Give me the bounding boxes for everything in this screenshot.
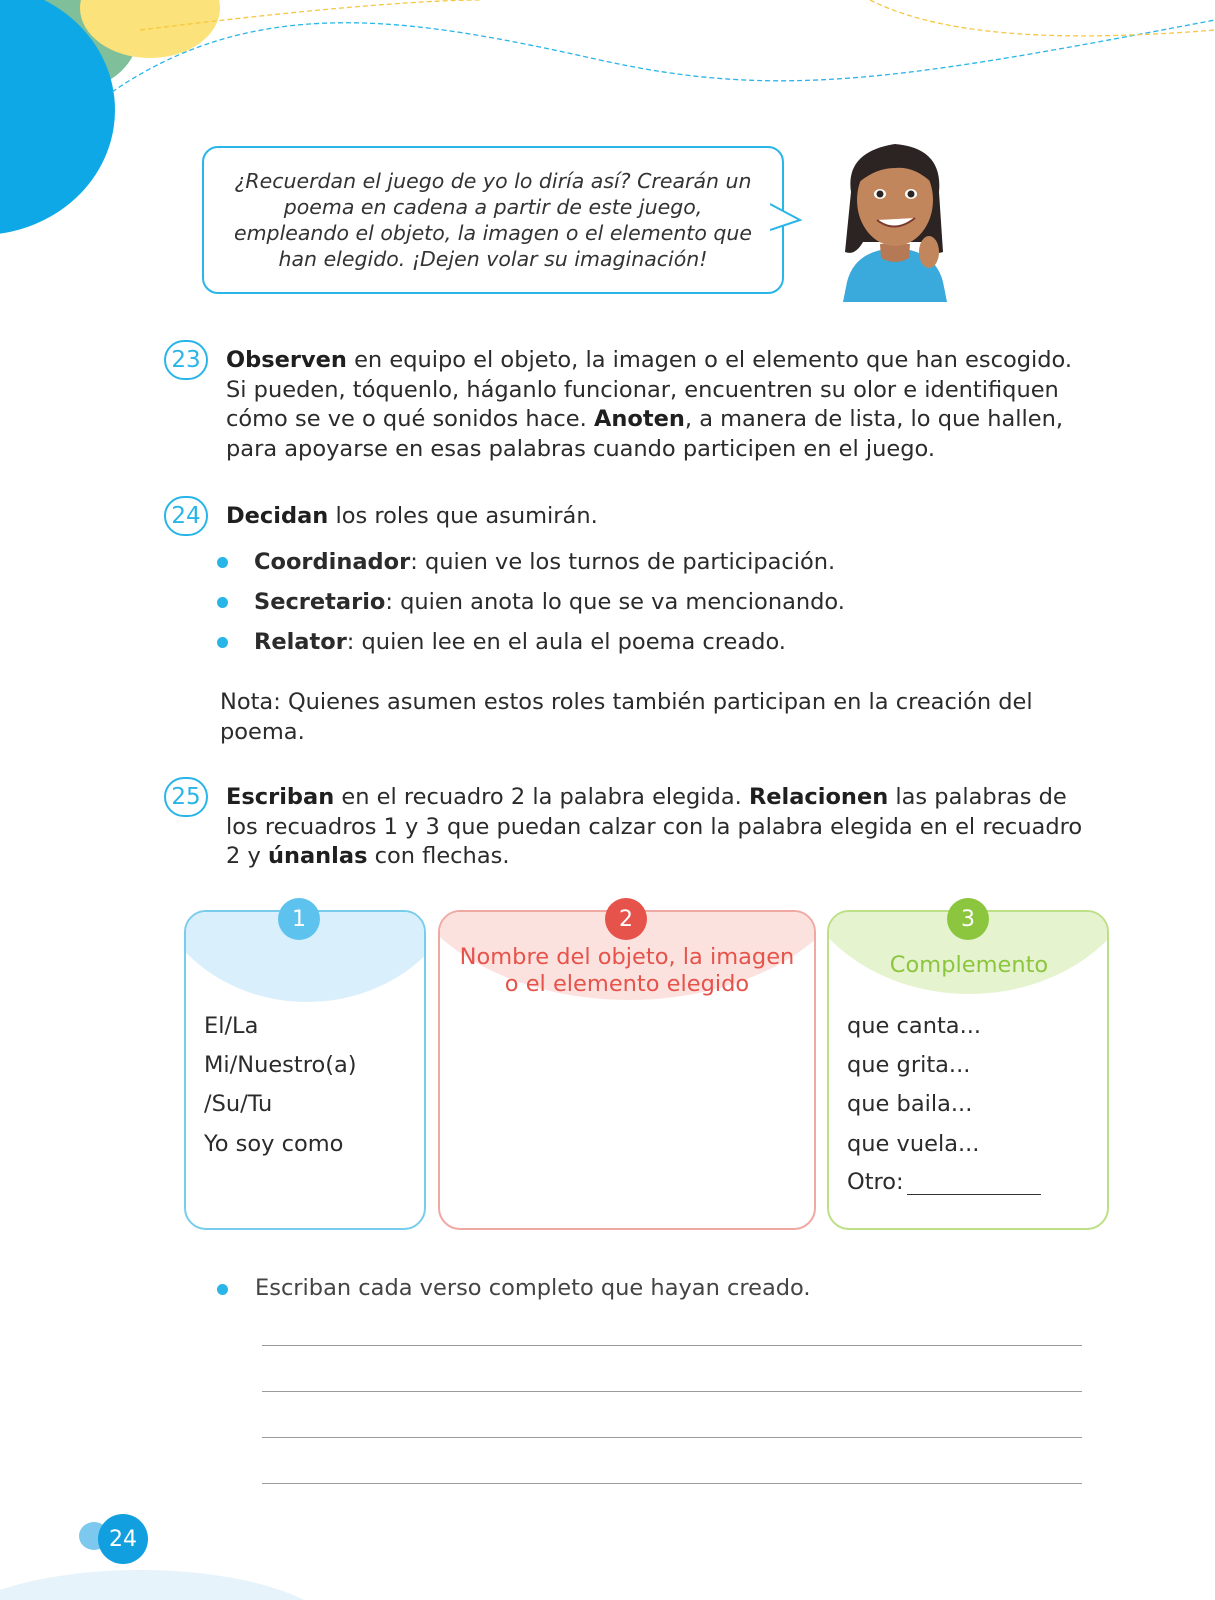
activity-25-text-part1: en el recuadro 2 la palabra elegida.	[334, 784, 749, 810]
box-1-item: Mi/Nuestro(a)	[204, 1052, 357, 1078]
activity-23-text-part2: , a manera de lista, lo que hallen, para apoyarse en esas palabras cuando participen en el juego.	[226, 406, 1064, 462]
activity-25-text	[226, 783, 1096, 872]
activity-number-23	[164, 340, 208, 380]
box-3-number: 3	[947, 898, 989, 940]
role-name: Relator	[254, 629, 347, 655]
speech-bubble	[202, 146, 784, 294]
box-2-title: Nombre del objeto, la imagen o el elemento elegido	[459, 944, 795, 997]
roles-note: Nota: Quienes asumen estos roles también participan en la creación del poema.	[220, 689, 1033, 745]
box-3-title: Complemento	[889, 952, 1049, 978]
box-1-item: /Su/Tu	[204, 1091, 273, 1117]
box-2-writing-area[interactable]	[452, 1010, 802, 1218]
activity-25-text-part3: con flechas.	[367, 843, 510, 869]
box-1-articles	[184, 910, 426, 1230]
role-name: Coordinador	[254, 549, 411, 575]
role-coordinador	[254, 548, 835, 577]
role-name: Secretario	[254, 589, 386, 615]
box-3-complement	[827, 910, 1109, 1230]
activity-number-25	[164, 777, 208, 817]
keyword-escriban: Escriban	[226, 784, 335, 810]
activity-25-text-part2: las palabras de los recuadros 1 y 3 que puedan calzar con la palabra elegida en el recuadro 2 y	[226, 784, 1083, 869]
otro-blank-line[interactable]	[907, 1194, 1041, 1195]
activity-number-text: 25	[171, 784, 201, 810]
bullet-dot	[217, 597, 228, 608]
box-2-number: 2	[605, 898, 647, 940]
box-1-item: El/La	[204, 1013, 259, 1039]
box-3-item: que vuela...	[847, 1131, 980, 1157]
activity-23-text	[226, 346, 1096, 464]
answer-line-2[interactable]	[262, 1391, 1082, 1392]
speech-bubble-tail	[770, 196, 818, 236]
role-desc: : quien lee en el aula el poema creado.	[346, 629, 786, 655]
box-3-item: que grita...	[847, 1052, 971, 1078]
girl-illustration	[825, 132, 965, 302]
activity-23-text-part1: en equipo el objeto, la imagen o el elemento que han escogido. Si pueden, tóquenlo, háganlo funcionar, encuentren su olor e identifiquen cómo se ve o qué sonidos hace.	[226, 347, 1073, 432]
box-1-number: 1	[278, 898, 320, 940]
answer-line-4[interactable]	[262, 1483, 1082, 1484]
page-number: 24	[98, 1514, 148, 1564]
box-3-item: que canta...	[847, 1013, 982, 1039]
bullet-dot	[217, 637, 228, 648]
activity-24-text	[226, 502, 1086, 532]
role-relator	[254, 628, 786, 657]
final-instruction: Escriban cada verso completo que hayan creado.	[255, 1275, 811, 1301]
box-3-item: que baila...	[847, 1091, 973, 1117]
answer-line-3[interactable]	[262, 1437, 1082, 1438]
activity-number-text: 23	[171, 347, 201, 373]
activity-24-text-part: los roles que asumirán.	[328, 503, 598, 529]
role-secretario	[254, 588, 845, 617]
role-desc: : quien anota lo que se va mencionando.	[385, 589, 845, 615]
keyword-observen: Observen	[226, 347, 347, 373]
bullet-dot	[217, 557, 228, 568]
activity-number-24	[164, 496, 208, 536]
keyword-relacionen: Relacionen	[748, 784, 889, 810]
bullet-dot	[217, 1284, 228, 1295]
role-desc: : quien ve los turnos de participación.	[410, 549, 836, 575]
keyword-anoten: Anoten	[593, 406, 685, 432]
box-2-chosen-word	[438, 910, 816, 1230]
box-3-item-otro: Otro:	[847, 1169, 904, 1195]
keyword-unanlas: únanlas	[267, 843, 368, 869]
speech-bubble-text: ¿Recuerdan el juego de yo lo diría así? Crearán un poema en cadena a partir de este juego, empleando el objeto, la imagen o el elemento que han elegido. ¡Dejen volar su imaginación!	[233, 169, 753, 271]
box-1-item: Yo soy como	[204, 1131, 344, 1157]
keyword-decidan: Decidan	[226, 503, 329, 529]
answer-line-1[interactable]	[262, 1345, 1082, 1346]
activity-number-text: 24	[171, 503, 201, 529]
